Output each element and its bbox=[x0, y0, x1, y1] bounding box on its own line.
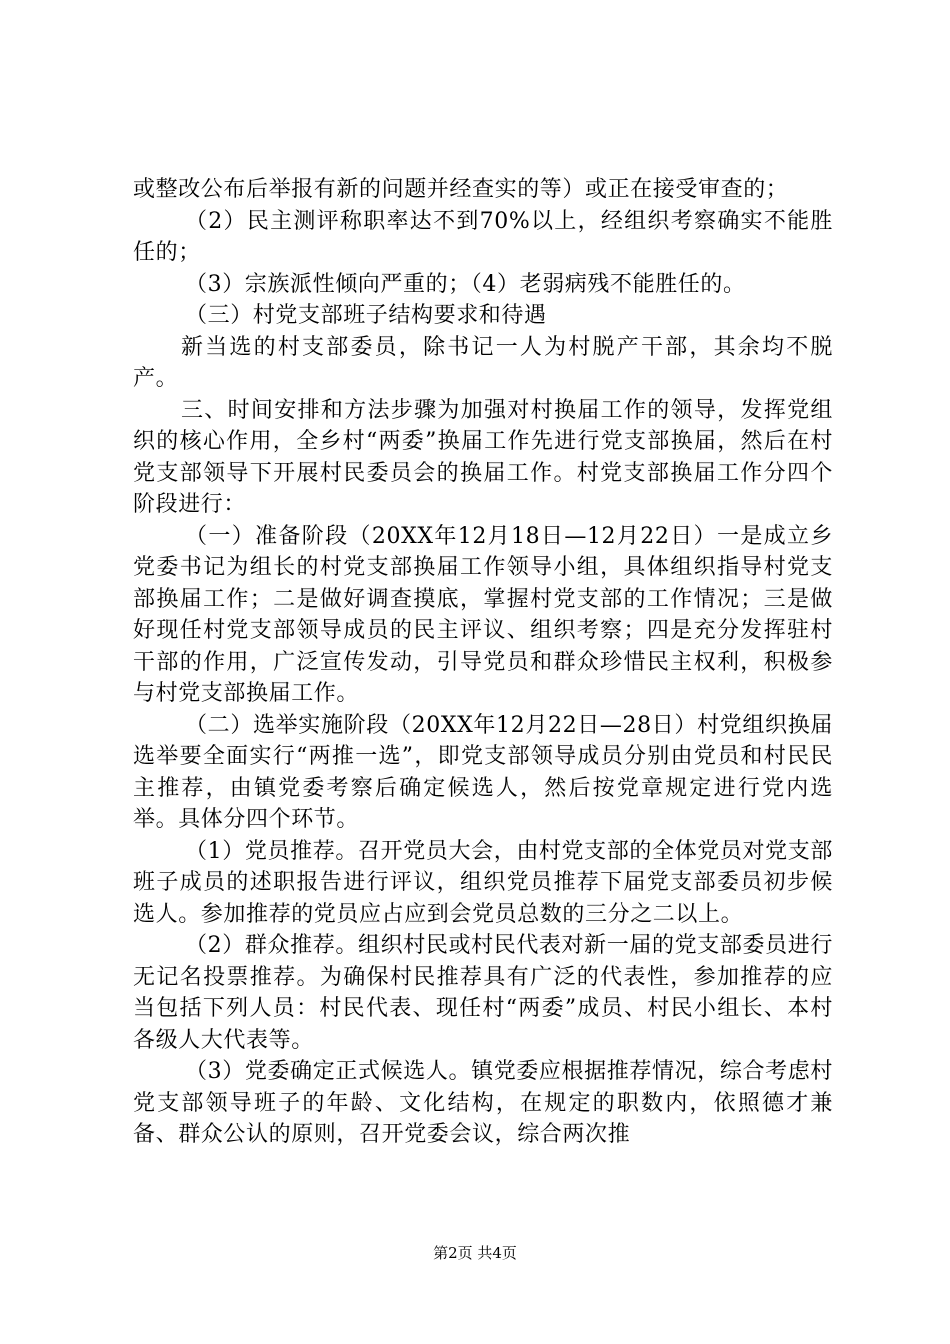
paragraph-item-3-4: （3）宗族派性倾向严重的；（4）老弱病残不能胜任的。 bbox=[185, 271, 746, 297]
paragraph-public-recommendation: （2）群众推荐。组织村民或村民代表对新一届的党支部委员进行无记名投票推荐。为确保村民推荐具有广泛的代表性，参加推荐的应当包括下列人员：村民代表、现任村“两委”成员、村民小组长、本村各级人大代表等。 bbox=[133, 933, 833, 1053]
paragraph-continuation: 或整改公布后举报有新的问题并经查实的等）或正在接受审查的； bbox=[133, 177, 789, 202]
paragraph-new-members: 新当选的村支部委员，除书记一人为村脱产干部，其余均不脱产。 bbox=[133, 334, 833, 391]
section-heading-schedule: 三、时间安排和方法步骤为加强对村换届工作的领导，发挥党组织的核心作用，全乡村“两委”换届工作先进行党支部换届，然后在村党支部领导下开展村民委员会的换届工作。村党支部换届工作分四个阶段进行： bbox=[133, 397, 833, 517]
paragraph-item-2: （2）民主测评称职率达不到70%以上，经组织考察确实不能胜任的； bbox=[133, 208, 833, 265]
paragraph-preparation-stage: （一）准备阶段（20XX年12月18日—12月22日）一是成立乡党委书记为组长的村党支部换届工作领导小组，具体组织指导村党支部换届工作；二是做好调查摸底，掌握村党支部的工作情况；三是做好现任村党支部领导成员的民主评议、组织考察；四是充分发挥驻村干部的作用，广泛宣传发动，引导党员和群众珍惜民主权利，积极参与村党支部换届工作。 bbox=[133, 523, 833, 706]
section-heading-structure: （三）村党支部班子结构要求和待遇 bbox=[185, 303, 547, 328]
paragraph-election-stage: （二）选举实施阶段（20XX年12月22日—28日）村党组织换届选举要全面实行“两推一选”，即党支部领导成员分别由党员和村民民主推荐，由镇党委考察后确定候选人，然后按党章规定进行党内选举。具体分四个环节。 bbox=[133, 712, 833, 832]
paragraph-party-member-recommendation: （1）党员推荐。召开党员大会，由村党支部的全体党员对党支部班子成员的述职报告进行评议，组织党员推荐下届党支部委员初步候选人。参加推荐的党员应占应到会党员总数的三分之二以上。 bbox=[133, 838, 833, 927]
page-number: 第2页 共4页 bbox=[433, 1244, 517, 1262]
page-footer bbox=[0, 1243, 950, 1263]
paragraph-candidate-confirmation: （3）党委确定正式候选人。镇党委应根据推荐情况，综合考虑村党支部领导班子的年龄、文化结构，在规定的职数内，依照德才兼备、群众公认的原则，召开党委会议，综合两次推 bbox=[133, 1059, 833, 1147]
document-body bbox=[133, 174, 833, 1151]
